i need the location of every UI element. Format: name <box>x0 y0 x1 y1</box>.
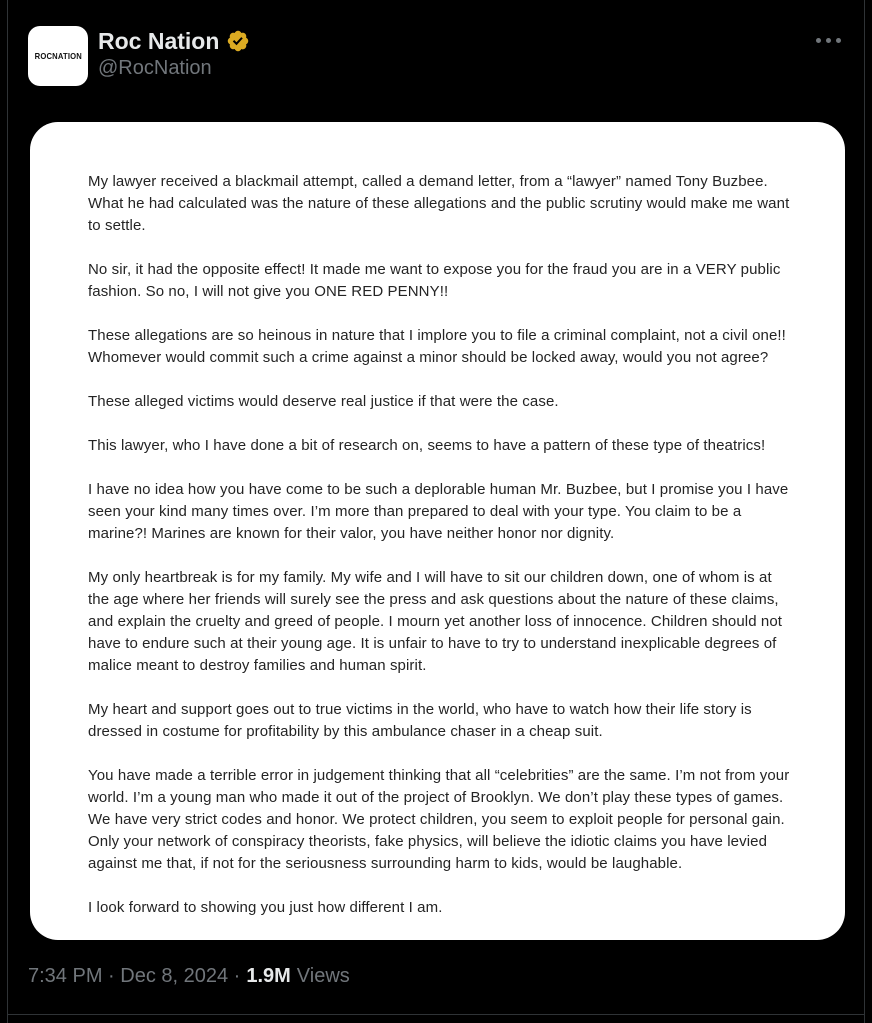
statement-paragraph: This lawyer, who I have done a bit of research on, seems to have a pattern of these type of theatrics! <box>88 437 766 454</box>
more-options-button[interactable] <box>814 36 843 45</box>
statement-paragraph: I have no idea how you have come to be such a deplorable human Mr. Buzbee, but I promise you I have seen your kind many times over. I’m more than prepared to deal with your type. You claim to be a marine?! Marines are known for their valor, you have neither honor nor dignity. <box>88 481 789 542</box>
avatar-logo-text: ROCNATION <box>34 51 82 61</box>
views-count: 1.9M <box>246 965 291 987</box>
statement-paragraph: My lawyer received a blackmail attempt, called a demand letter, from a “lawyer” named Tony Buzbee. What he had calculated was the nature of these allegations and the public scrutiny would make me want to settle. <box>88 173 790 234</box>
statement-paragraph: You have made a terrible error in judgement thinking that all “celebrities” are the same. I’m not from your world. I’m a young man who made it out of the project of Brooklyn. We don’t play these types of games. We have very strict codes and honor. We protect children, you seem to exploit people for personal gain. Only your network of conspiracy theorists, fake physics, will believe the idiotic claims you have levied against me that, if not for the seriousness surrounding harm to kids, would be laughable. <box>88 767 790 872</box>
statement-paragraphs <box>30 122 845 919</box>
more-icon <box>836 38 841 43</box>
tweet-meta <box>28 964 350 988</box>
statement-image-card[interactable] <box>30 122 845 940</box>
timeline-left-border <box>7 0 8 1023</box>
statement-paragraph: My only heartbreak is for my family. My wife and I will have to sit our children down, one of whom is at the age where her friends will surely see the press and ask questions about the nature of these claims, and explain the cruelty and greed of people. I mourn yet another loss of innocence. Children should not have to endure such at their young age. It is unfair to have to try to understand inexplicable degrees of malice meant to destroy families and human spirit. <box>88 569 783 674</box>
tweet-header <box>28 26 842 86</box>
timestamp: 7:34 PM · Dec 8, 2024 · <box>28 965 241 987</box>
statement-paragraph: These allegations are so heinous in nature that I implore you to file a criminal complaint, not a civil one!! Whomever would commit such a crime against a minor should be locked away, would you not agree? <box>88 327 786 366</box>
views-label: Views <box>296 965 350 987</box>
tweet-bottom-divider <box>8 1014 864 1015</box>
gold-verified-icon <box>226 29 250 53</box>
more-icon <box>816 38 821 43</box>
avatar[interactable] <box>28 26 88 86</box>
statement-paragraph: I look forward to showing you just how different I am. <box>88 899 443 916</box>
user-handle[interactable]: @RocNation <box>98 57 212 79</box>
statement-paragraph: No sir, it had the opposite effect! It made me want to expose you for the fraud you are in a VERY public fashion. So no, I will not give you ONE RED PENNY!! <box>88 261 781 300</box>
more-icon <box>826 38 831 43</box>
statement-paragraph: These alleged victims would deserve real justice if that were the case. <box>88 393 559 410</box>
display-name[interactable]: Roc Nation <box>98 28 220 54</box>
statement-paragraph: My heart and support goes out to true victims in the world, who have to watch how their life story is dressed in costume for profitability by this ambulance chaser in a cheap suit. <box>88 701 752 740</box>
user-identity <box>98 26 250 82</box>
timeline-right-border <box>864 0 865 1023</box>
